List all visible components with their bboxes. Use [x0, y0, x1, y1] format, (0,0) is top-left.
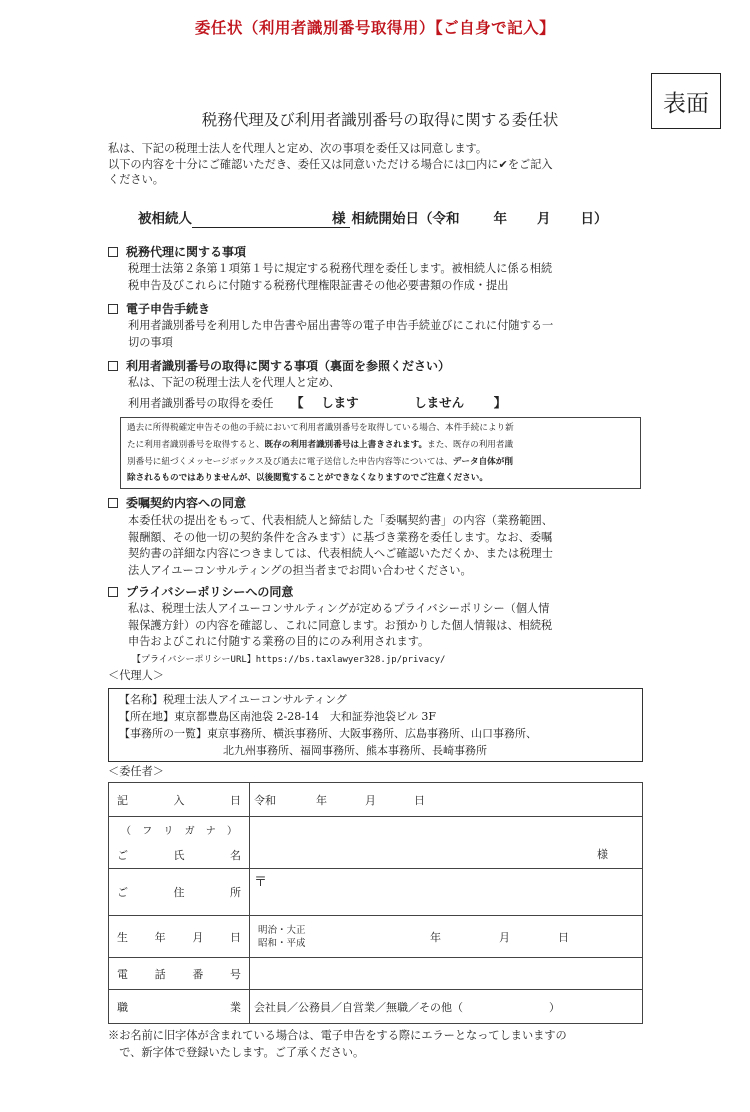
warning-line [127, 454, 634, 471]
section-title: 委嘱契約内容への同意 [126, 496, 247, 510]
decedent-line [138, 207, 608, 228]
body-line: 法人アイユーコンサルティングの担当者までお問い合わせください。 [128, 563, 472, 577]
tax-agency-checkbox[interactable] [108, 247, 118, 257]
label-char: ） [226, 826, 237, 837]
intro-line: 私は、下記の税理士法人を代理人と定め、次の事項を委任又は同意します。 [108, 142, 488, 155]
user-id-line2 [128, 395, 506, 413]
label-char: 電 [117, 967, 128, 981]
table-row [109, 958, 643, 990]
era-options [258, 924, 430, 950]
era-text: 令和 [254, 793, 276, 807]
warning-line: 除されるものではありませんが、以後閲覧することができなくなりますのでご注意ください。 [127, 473, 488, 484]
option-not-delegate[interactable]: しません [414, 395, 465, 410]
day-unit: 日） [580, 211, 608, 227]
label-char: 住 [173, 886, 185, 899]
label-char: フ [142, 826, 153, 837]
name-label [109, 817, 250, 869]
intro-text [108, 141, 553, 188]
e-filing-checkbox[interactable] [108, 304, 118, 314]
privacy-checkbox[interactable] [108, 587, 118, 597]
footnote-line: で、新字体で登録いたします。ご了承ください。 [108, 1046, 365, 1059]
decedent-label: 被相続人 [138, 211, 192, 227]
agent-address: 【所在地】東京都豊島区南池袋 2-28-14 大和証券池袋ビル 3F [119, 710, 437, 723]
overwrite-warning-box [120, 417, 641, 489]
table-row [109, 783, 643, 817]
contract-checkbox[interactable] [108, 498, 118, 508]
warning-text: 別番号に紐づくメッセージボックス及び過去に電子送信した申告内容等については、 [127, 456, 453, 467]
warning-emphasis: データ自体が削 [452, 456, 513, 467]
spread-label [117, 999, 241, 1015]
section-title: 利用者識別番号の取得に関する事項（裏面を参照ください） [126, 359, 451, 373]
dob-label [109, 916, 250, 958]
privacy-url[interactable]: 【プライバシーポリシーURL】https://bs.taxlawyer328.jp/privacy/ [132, 655, 446, 665]
dob-field[interactable] [250, 916, 643, 958]
date-label [109, 783, 250, 817]
label-char: 月 [192, 930, 204, 944]
month-unit: 月 [537, 211, 551, 227]
inheritance-start-label: 相続開始日（令和 [351, 211, 460, 227]
warning-emphasis: 既存の利用者識別番号は上書きされます。 [264, 439, 428, 450]
address-field[interactable] [250, 869, 643, 916]
spread-label [117, 792, 241, 808]
year-unit: 年 [430, 930, 441, 944]
section-title: 税務代理に関する事項 [126, 245, 247, 259]
body-line: 報保護方針）の内容を確認し、これに同意します。お預かりした個人情報は、相続税 [128, 618, 553, 632]
form-header-title: 委任状（利用者識別番号取得用）【ご自身で記入】 [194, 19, 556, 37]
body-line: 報酬額、その他一切の契約条件を含みます）に基づき業務を委任します。なお、委嘱 [128, 530, 553, 544]
label-char: 氏 [173, 849, 185, 862]
agent-info-box [108, 688, 643, 762]
era-option-line: 昭和・平成 [258, 937, 306, 949]
agent-offices-cont: 北九州事務所、福岡事務所、熊本事務所、長崎事務所 [223, 744, 487, 757]
label-char: 業 [230, 1000, 241, 1014]
contract-body [128, 513, 553, 579]
spread-label [117, 847, 241, 863]
section-title: プライバシーポリシーへの同意 [126, 585, 294, 599]
agent-name: 【名称】税理士法人アイユーコンサルティング [119, 693, 347, 706]
spread-label [117, 966, 241, 982]
warning-text: たに利用者識別番号を取得すると、 [127, 439, 265, 450]
body-line: 税理士法第２条第１項第１号に規定する税務代理を委任します。被相続人に係る相続 [128, 262, 553, 275]
decedent-honorific: 様 [332, 207, 350, 228]
label-char: 話 [154, 967, 166, 981]
year-unit: 年 [316, 793, 327, 807]
section-contract [108, 494, 246, 511]
body-line: 申告およびこれに付随する業務の目的にのみ利用されます。 [128, 635, 430, 648]
label-char: 入 [173, 793, 185, 807]
section-tax-agency [108, 243, 246, 260]
body-line: 切の事項 [128, 335, 173, 349]
occupation-field[interactable] [250, 990, 643, 1024]
warning-text: また、既存の利用者識 [427, 439, 514, 450]
body-line: 本委任状の提出をもって、代表相続人と締結した「委嘱契約書」の内容（業務範囲、 [128, 514, 553, 527]
spread-label [117, 822, 241, 837]
day-unit: 日 [414, 793, 425, 807]
section-title: 電子申告手続き [126, 302, 211, 316]
table-row [109, 869, 643, 916]
agent-heading: ＜代理人＞ [108, 669, 164, 682]
warning-line [127, 437, 634, 454]
date-field[interactable] [250, 783, 643, 817]
user-id-delegate-text: 利用者識別番号の取得を委任 [128, 397, 274, 410]
month-unit: 月 [499, 930, 510, 944]
phone-field[interactable] [250, 958, 643, 990]
footnote [108, 1027, 567, 1061]
decedent-name-field[interactable] [192, 214, 332, 228]
label-char: リ [163, 826, 174, 837]
table-row [109, 990, 643, 1024]
section-user-id [108, 357, 450, 374]
intro-line: ください。 [108, 173, 164, 186]
principal-form-table [108, 782, 643, 1024]
table-row [109, 916, 643, 958]
honorific: 様 [597, 848, 608, 861]
body-line: 利用者識別番号を利用した申告書や届出書等の電子申告手続並びにこれに付随する一 [128, 319, 554, 332]
footnote-line: ※お名前に旧字体が含まれている場合は、電子申告をする際にエラーとなってしまいますの [108, 1029, 567, 1042]
label-char: 号 [229, 967, 241, 981]
label-char: 日 [229, 930, 241, 944]
address-label [109, 869, 250, 916]
user-id-checkbox[interactable] [108, 361, 118, 371]
warning-line: 過去に所得税確定申告その他の手続において利用者識別番号を取得している場合、本件手続により新 [127, 423, 514, 433]
label-char: 年 [154, 930, 166, 944]
privacy-body [128, 601, 552, 651]
label-char: 所 [230, 886, 241, 899]
label-char: ナ [205, 826, 216, 837]
bracket-open: 【 [291, 395, 304, 410]
label-char: ガ [184, 826, 195, 837]
bracket-close: 】 [493, 395, 507, 410]
label-char: 職 [117, 1000, 128, 1014]
section-privacy [108, 583, 293, 600]
phone-label [109, 958, 250, 990]
occupation-label [109, 990, 250, 1024]
occupation-close-paren: ） [549, 1000, 560, 1014]
day-unit: 日 [558, 930, 569, 944]
name-field[interactable] [250, 817, 643, 869]
label-char: ご [117, 886, 128, 899]
e-filing-body [128, 318, 553, 351]
month-unit: 月 [365, 793, 376, 807]
principal-heading: ＜委任者＞ [108, 765, 164, 778]
option-delegate[interactable]: します [321, 395, 359, 410]
label-char: 日 [230, 793, 241, 807]
table-row [109, 817, 643, 869]
label-char: 名 [230, 849, 241, 862]
label-char: 生 [117, 930, 128, 944]
label-char: 記 [117, 793, 128, 807]
label-char: ご [117, 849, 128, 862]
label-char: 番 [192, 967, 204, 981]
postal-mark: 〒 [254, 875, 268, 890]
front-side-stamp: 表面 [651, 73, 721, 129]
label-char: （ [121, 826, 131, 837]
document-title: 税務代理及び利用者識別番号の取得に関する委任状 [201, 111, 559, 129]
body-line: 私は、税理士法人アイユーコンサルティングが定めるプライバシーポリシー（個人情 [128, 602, 550, 615]
agent-offices: 【事務所の一覧】東京事務所、横浜事務所、大阪事務所、広島事務所、山口事務所、 [119, 727, 537, 740]
era-option-line: 明治・大正 [258, 924, 306, 936]
section-e-filing [108, 300, 210, 317]
user-id-line1: 私は、下記の税理士法人を代理人と定め、 [128, 376, 341, 389]
spread-label [117, 929, 241, 945]
body-line: 契約書の詳細な内容につきましては、代表相続人へご確認いただくか、または税理士 [128, 547, 553, 560]
year-unit: 年 [493, 211, 507, 227]
occupation-options[interactable]: 会社員／公務員／自営業／無職／その他（ [254, 1000, 463, 1014]
body-line: 税申告及びこれらに付随する税務代理権限証書その他必要書類の作成・提出 [128, 278, 509, 292]
spread-label [117, 884, 241, 900]
tax-agency-body [128, 261, 552, 294]
intro-line: 以下の内容を十分にご確認いただき、委任又は同意いただける場合には□内に✔をご記入 [108, 157, 553, 171]
